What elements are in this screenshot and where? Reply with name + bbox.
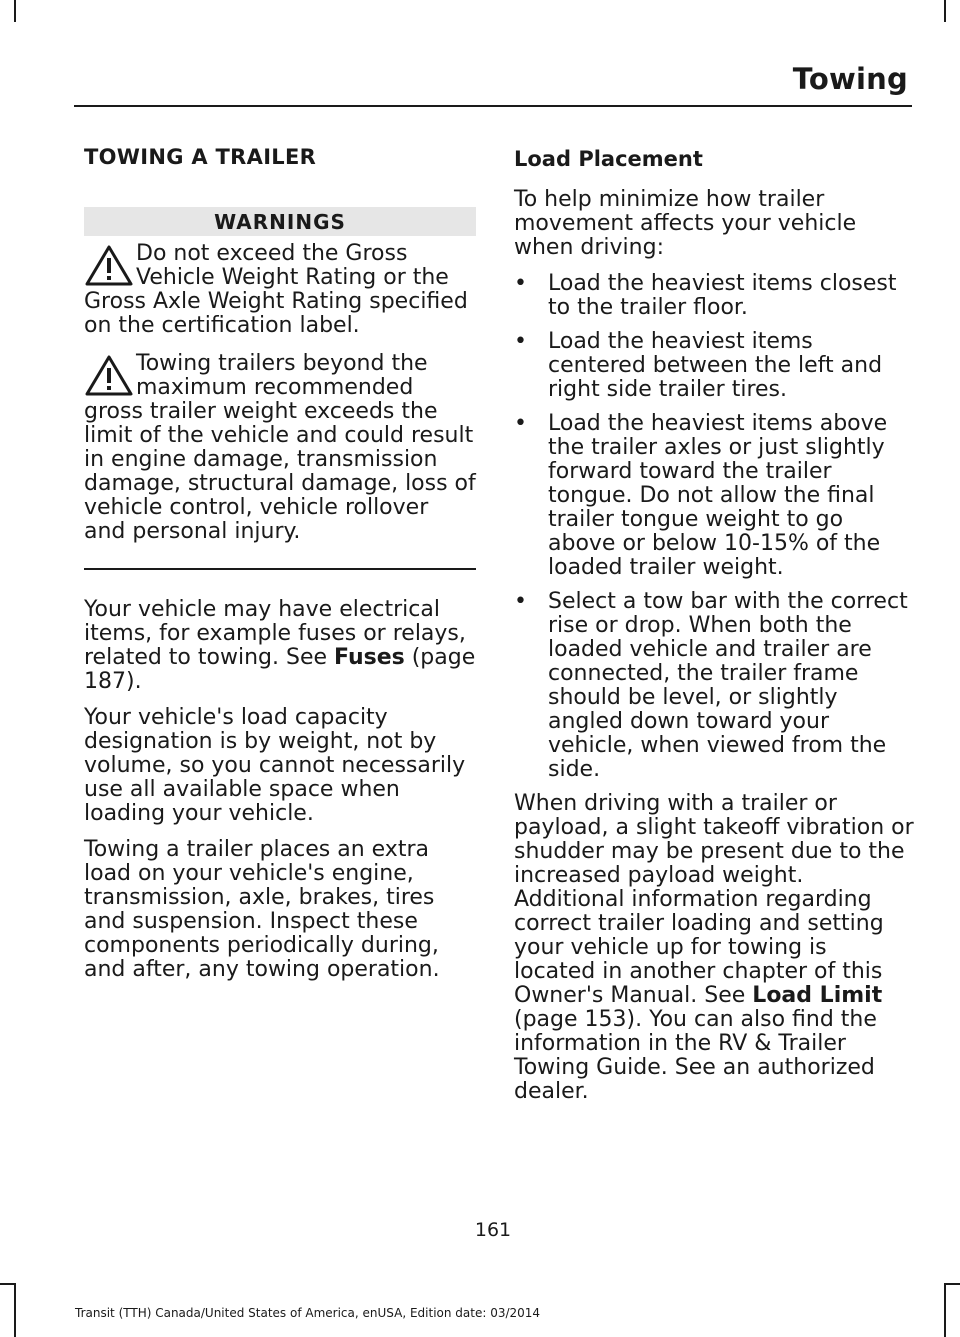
header-rule [74, 105, 912, 107]
fuses-link[interactable]: Fuses [334, 644, 405, 670]
warning-text: Do not exceed the Gross Vehicle Weight Rating or the Gross Axle Weight Rating specified on the certification label. [84, 241, 468, 338]
edition-footer: Transit (TTH) Canada/United States of America, enUSA, Edition date: 03/2014 [75, 1306, 541, 1320]
section-header: Towing [792, 62, 908, 96]
list-item: • Select a tow bar with the correct rise or drop. When both the loaded vehicle and trailer are connected, the trailer frame should be level, or slightly angled down toward your vehicle, when viewed from the side. [514, 589, 908, 782]
bullet-icon: • [514, 589, 527, 614]
paragraph-towing-load: Towing a trailer places an extra load on your vehicle's engine, transmission, axle, brakes, tires and suspension. Inspect these components periodically during, and after, any towing operation. [84, 836, 440, 982]
paragraph-fuses: Your vehicle may have electrical items, for example fuses or relays, related to towing. See Fuses (page 187). [84, 596, 476, 694]
crop-mark-top-left [14, 0, 16, 22]
warning-text: Towing trailers beyond the maximum recommended gross trailer weight exceeds the limit of the vehicle and could result in engine damage, transmission damage, structural damage, loss of vehicle control, vehicle rollover and personal injury. [84, 351, 476, 544]
bullet-icon: • [514, 271, 527, 296]
left-column [84, 145, 476, 994]
right-column [514, 145, 914, 1116]
list-item: • Load the heaviest items centered between the left and right side trailer tires. [514, 329, 883, 402]
list-item: • Load the heaviest items above the trailer axles or just slightly forward toward the trailer tongue. Do not allow the final trailer tongue weight to go above or below 10-15% of the loaded trailer weight. [514, 411, 888, 580]
paragraph-load-capacity: Your vehicle's load capacity designation is by weight, not by volume, so you cannot necessarily use all available space when loading your vehicle. [84, 704, 466, 826]
crop-mark-top-right [944, 0, 946, 22]
warning-triangle-icon [84, 354, 134, 398]
paragraph-intro: To help minimize how trailer movement affects your vehicle when driving: [514, 187, 857, 260]
crop-mark-bottom-left-h [0, 1283, 16, 1285]
warning-item [84, 242, 476, 338]
bullet-list [514, 272, 914, 782]
page-title: TOWING A TRAILER [84, 145, 317, 169]
subsection-title: Load Placement [514, 147, 703, 171]
bullet-icon: • [514, 329, 527, 354]
page-number: 161 [474, 1219, 512, 1241]
crop-mark-bottom-right-h [944, 1283, 960, 1285]
bullet-icon: • [514, 411, 527, 436]
paragraph-vibration: When driving with a trailer or payload, a slight takeoff vibration or shudder may be present due to the increased payload weight. Additional information regarding correct trailer loading and setting your vehicle up for towing is located in another chapter of this Owner's Manual. See Load Limit (page 153). You can also find the information in the RV & Trailer Towing Guide. See an authorized dealer. [514, 791, 914, 1104]
warnings-divider [84, 568, 476, 570]
crop-mark-bottom-right [944, 1283, 946, 1337]
list-item: • Load the heaviest items closest to the trailer floor. [514, 271, 897, 320]
crop-mark-bottom-left [14, 1283, 16, 1337]
warning-item [84, 352, 476, 544]
load-limit-link[interactable]: Load Limit [752, 983, 883, 1008]
warning-triangle-icon [84, 244, 134, 288]
warnings-header: WARNINGS [84, 207, 476, 236]
